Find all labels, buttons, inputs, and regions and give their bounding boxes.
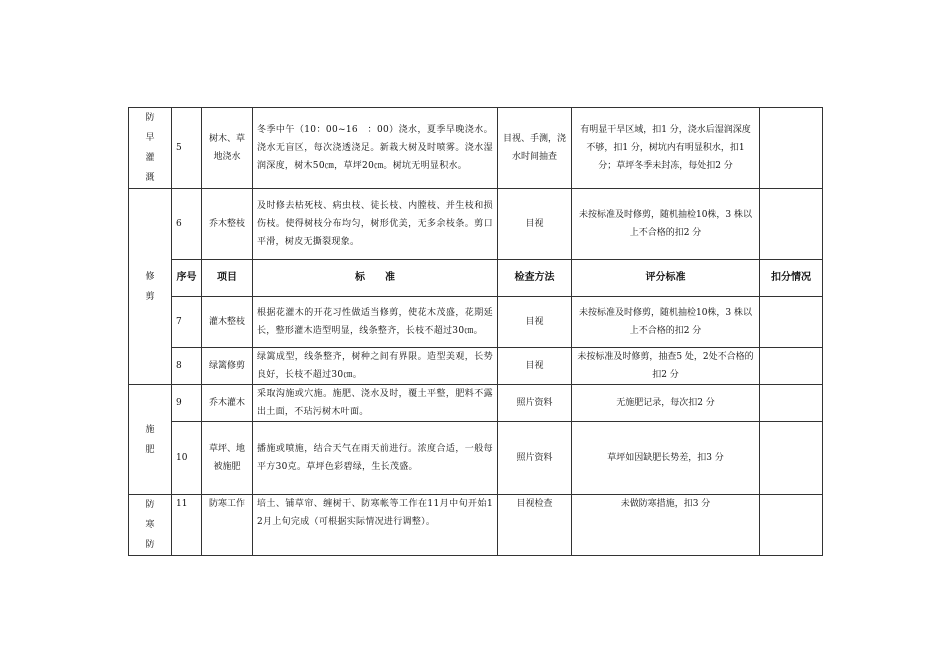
method-cell: 目视 [498,297,572,348]
scoring-cell: 未按标准及时修剪，抽查5 处，2处不合格的扣2 分 [572,348,760,385]
scoring-cell: 未做防寒措施，扣3 分 [572,495,760,556]
category-label: 施肥 [145,424,155,455]
category-label: 防寒防 [145,500,155,550]
standard-cell: 及时修去枯死枝、病虫枝、徒长枝、内膛枝、并生枝和损伤枝。使得树枝分布均匀，树形优美，无多余枝条。剪口平滑，树皮无撕裂现象。 [253,189,498,260]
scoring-cell: 未按标准及时修剪，随机抽检10株，3 株以上不合格的扣2 分 [572,189,760,260]
item-cell: 乔木灌木 [202,385,253,422]
method-cell: 照片资料 [498,422,572,495]
table-row [129,348,823,385]
row-number: 5 [172,108,202,189]
row-number: 6 [172,189,202,260]
header-standard: 标 准 [253,260,498,297]
row-number: 9 [172,385,202,422]
item-cell: 乔木整枝 [202,189,253,260]
deduction-cell [760,108,823,189]
table-row [129,297,823,348]
method-cell: 照片资料 [498,385,572,422]
table-row [129,422,823,495]
deduction-cell [760,422,823,495]
header-scoring: 评分标准 [572,260,760,297]
standard-cell: 培土、铺草帘、缠树干、防寒帐等工作在11月中旬开始12月上旬完成（可根据实际情况进行调整）。 [253,495,498,556]
scoring-cell: 无施肥记录，每次扣2 分 [572,385,760,422]
item-cell: 树木、草地浇水 [202,108,253,189]
method-cell: 目视 [498,348,572,385]
method-cell: 目视 [498,189,572,260]
table-row [129,108,823,189]
header-item: 项目 [202,260,253,297]
category-cell [129,495,172,556]
category-label: 修剪 [145,271,155,302]
deduction-cell [760,348,823,385]
row-number: 8 [172,348,202,385]
header-no: 序号 [172,260,202,297]
standard-cell: 绿篱成型，线条整齐，树种之间有界限。造型美观，长势良好，长枝不超过30㎝。 [253,348,498,385]
category-label: 防早灌溉 [145,113,155,183]
item-cell: 绿篱修剪 [202,348,253,385]
row-number: 11 [172,495,202,556]
scoring-cell: 有明显干旱区域，扣1 分，浇水后湿润深度不够，扣1 分，树坑内有明显积水，扣1 分；草坪冬季未封冻，每处扣2 分 [572,108,760,189]
deduction-cell [760,495,823,556]
deduction-cell [760,189,823,260]
category-cell [129,385,172,495]
method-cell: 目视、手测，浇水时间抽查 [498,108,572,189]
method-cell: 目视检查 [498,495,572,556]
row-number: 10 [172,422,202,495]
category-cell [129,108,172,189]
deduction-cell [760,297,823,348]
standard-cell: 采取沟施或穴施。施肥、浇水及时，覆土平整，肥料不露出土面，不玷污树木叶面。 [253,385,498,422]
inspection-table [128,107,823,556]
table-row [129,385,823,422]
item-cell: 灌木整枝 [202,297,253,348]
standard-cell: 播施或喷施，结合天气在雨天前进行。浓度合适，一般每平方30克。草坪色彩碧绿，生长茂盛。 [253,422,498,495]
scoring-cell: 草坪如因缺肥长势差，扣3 分 [572,422,760,495]
table-header-row [129,260,823,297]
row-number: 7 [172,297,202,348]
header-method: 检查方法 [498,260,572,297]
table-row [129,495,823,556]
standard-cell: 冬季中午（10：00~16 ：00）浇水，夏季早晚浇水。浇水无盲区，每次浇透浇足。新栽大树及时喷雾。浇水湿润深度，树木50㎝，草坪20㎝。树坑无明显积水。 [253,108,498,189]
scoring-cell: 未按标准及时修剪，随机抽检10株，3 株以上不合格的扣2 分 [572,297,760,348]
item-cell: 草坪、地被施肥 [202,422,253,495]
item-cell: 防寒工作 [202,495,253,556]
standard-cell: 根据花灌木的开花习性做适当修剪，使花木茂盛，花期延长，整形灌木造型明显，线条整齐，长枝不超过30㎝。 [253,297,498,348]
header-deduction: 扣分情况 [760,260,823,297]
table-row [129,189,823,260]
deduction-cell [760,385,823,422]
category-cell [129,189,172,385]
